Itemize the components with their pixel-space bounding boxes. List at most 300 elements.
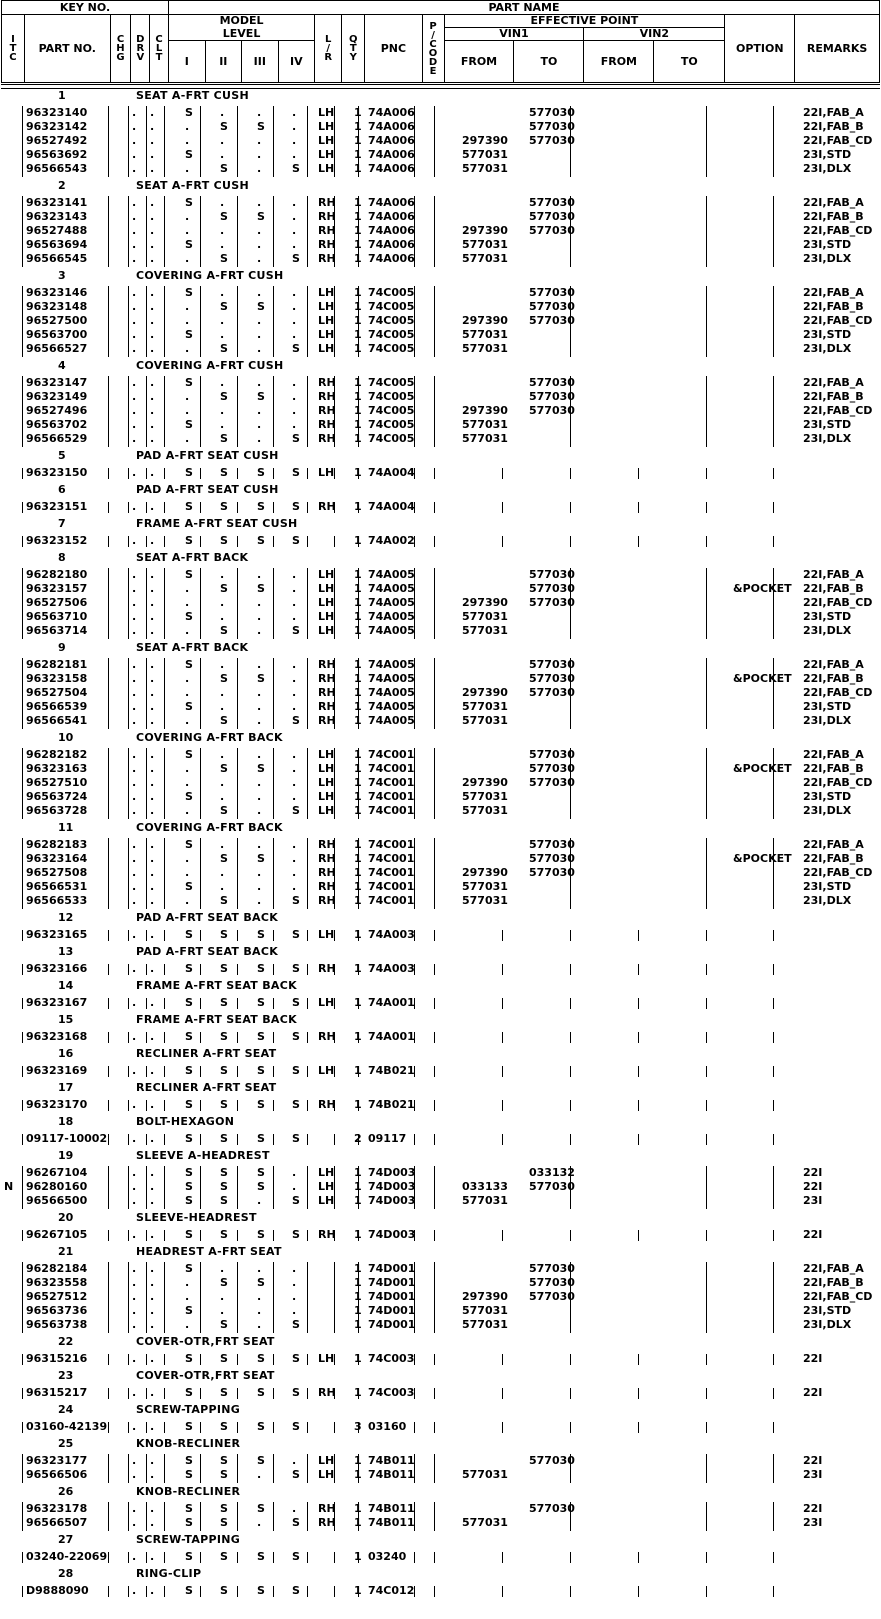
- level-2-cell: .: [220, 314, 225, 327]
- remarks-cell: 23I,STD: [803, 1304, 852, 1317]
- column-rule: [164, 1586, 165, 1597]
- pnc-cell: 74C005: [368, 314, 415, 327]
- level-2-cell: S: [220, 624, 228, 637]
- column-rule: [358, 196, 359, 267]
- pnc-cell: 74B011: [368, 1502, 415, 1515]
- key-number: 12: [58, 911, 74, 924]
- level-3-cell: .: [257, 1516, 262, 1529]
- pnc-cell: 74A005: [368, 672, 415, 685]
- column-rule: [358, 536, 359, 547]
- remarks-cell: 22I,FAB_A: [803, 286, 864, 299]
- qty-cell: 1: [354, 1584, 362, 1597]
- lr-cell: RH: [318, 852, 336, 865]
- level-1-cell: S: [185, 568, 193, 581]
- column-rule: [638, 964, 639, 975]
- effective-point-header: EFFECTIVE POINT: [444, 15, 725, 28]
- column-rule: [307, 964, 308, 975]
- level-4-cell: S: [292, 1098, 300, 1111]
- column-rule: [638, 502, 639, 513]
- remarks-cell: 23I,STD: [803, 700, 852, 713]
- level-1-cell: S: [185, 880, 193, 893]
- column-rule: [273, 1354, 274, 1365]
- column-rule: [773, 658, 774, 729]
- column-rule: [22, 1388, 23, 1399]
- part-name: KNOB-RECLINER: [136, 1485, 241, 1498]
- key-number: 3: [58, 269, 66, 282]
- column-rule: [164, 376, 165, 447]
- column-rule: [434, 1552, 435, 1563]
- pnc-cell: 74B021: [368, 1064, 415, 1077]
- vin1-from-cell: 577031: [462, 148, 508, 161]
- column-rule: [307, 998, 308, 1009]
- table-row: [0, 672, 881, 686]
- column-rule: [200, 1552, 201, 1563]
- table-row: [0, 838, 881, 852]
- column-rule: [237, 1166, 238, 1209]
- column-rule: [358, 376, 359, 447]
- lr-cell: RH: [318, 238, 336, 251]
- qty-cell: 1: [354, 748, 362, 761]
- part-number: 96566529: [26, 432, 88, 445]
- column-rule: [22, 964, 23, 975]
- level-4-cell: .: [292, 210, 297, 223]
- column-rule: [358, 1134, 359, 1145]
- part-number: 96563738: [26, 1318, 88, 1331]
- level-1-cell: S: [185, 1386, 193, 1399]
- table-row: [0, 686, 881, 700]
- column-rule: [146, 1354, 147, 1365]
- column-rule: [108, 748, 109, 819]
- vin1-from-cell: 297390: [462, 404, 508, 417]
- level-4-cell: S: [292, 162, 300, 175]
- column-rule: [273, 1166, 274, 1209]
- part-name: SEAT A-FRT BACK: [136, 641, 249, 654]
- column-rule: [502, 1100, 503, 1111]
- qty-cell: 1: [354, 880, 362, 893]
- level-3-cell: S: [257, 1584, 265, 1597]
- lr-cell: RH: [318, 252, 336, 265]
- drv-cell: .: [132, 804, 137, 817]
- column-rule: [200, 536, 201, 547]
- pnc-cell: 74A006: [368, 238, 415, 251]
- column-rule: [164, 1032, 165, 1043]
- column-rule: [200, 568, 201, 639]
- part-group: [0, 483, 881, 517]
- level-2-cell: .: [220, 658, 225, 671]
- column-rule: [146, 106, 147, 177]
- vin1-to-cell: 577030: [529, 672, 575, 685]
- table-row: [0, 1166, 881, 1180]
- key-number: 14: [58, 979, 74, 992]
- part-number: 96563694: [26, 238, 88, 251]
- part-name: SEAT A-FRT CUSH: [136, 179, 249, 192]
- column-rule: [22, 1134, 23, 1145]
- clt-cell: .: [150, 672, 155, 685]
- level-2-cell: .: [220, 418, 225, 431]
- qty-cell: 1: [354, 610, 362, 623]
- level-1-cell: .: [185, 314, 190, 327]
- level-1-cell: .: [185, 300, 190, 313]
- column-rule: [22, 1100, 23, 1111]
- key-number: 5: [58, 449, 66, 462]
- column-rule: [200, 1134, 201, 1145]
- column-rule: [358, 1454, 359, 1483]
- column-rule: [334, 1422, 335, 1433]
- column-rule: [200, 502, 201, 513]
- column-rule: [434, 1032, 435, 1043]
- part-group: [0, 1081, 881, 1115]
- column-rule: [108, 568, 109, 639]
- column-rule: [307, 748, 308, 819]
- level-3-cell: .: [257, 432, 262, 445]
- clt-cell: .: [150, 1386, 155, 1399]
- column-rule: [358, 1552, 359, 1563]
- qty-cell: 1: [354, 838, 362, 851]
- level-3-cell: .: [257, 624, 262, 637]
- part-number: 96323143: [26, 210, 88, 223]
- column-rule: [237, 1262, 238, 1333]
- column-rule: [108, 1454, 109, 1483]
- level-4-cell: .: [292, 880, 297, 893]
- column-rule: [414, 1454, 415, 1483]
- vin2-to-header: TO: [654, 41, 725, 83]
- qty-cell: 1: [354, 1468, 362, 1481]
- column-rule: [200, 838, 201, 909]
- column-rule: [638, 930, 639, 941]
- clt-cell: .: [150, 880, 155, 893]
- clt-cell: .: [150, 1290, 155, 1303]
- drv-cell: .: [132, 210, 137, 223]
- column-rule: [22, 1552, 23, 1563]
- clt-cell: .: [150, 1454, 155, 1467]
- model-header: MODEL: [168, 15, 314, 28]
- column-rule: [358, 1502, 359, 1531]
- column-rule: [146, 196, 147, 267]
- vin1-from-cell: 577031: [462, 894, 508, 907]
- qty-cell: 1: [354, 314, 362, 327]
- level-2-cell: S: [220, 996, 228, 1009]
- level-4-header: IV: [278, 41, 315, 83]
- column-rule: [108, 196, 109, 267]
- column-rule: [273, 658, 274, 729]
- level-2-cell: S: [220, 1584, 228, 1597]
- clt-cell: .: [150, 1584, 155, 1597]
- table-row: [0, 1454, 881, 1468]
- vin1-to-cell: 577030: [529, 286, 575, 299]
- level-3-header: III: [242, 41, 279, 83]
- part-number: 96527506: [26, 596, 88, 609]
- column-rule: [108, 998, 109, 1009]
- level-1-cell: .: [185, 252, 190, 265]
- lr-cell: LH: [318, 582, 335, 595]
- table-row: [0, 1420, 881, 1434]
- level-3-cell: .: [257, 238, 262, 251]
- vin1-to-cell: 577030: [529, 1454, 575, 1467]
- column-rule: [237, 1586, 238, 1597]
- remarks-cell: 22I: [803, 1180, 823, 1193]
- column-rule: [146, 1230, 147, 1241]
- vin1-from-cell: 577031: [462, 1468, 508, 1481]
- level-3-cell: S: [257, 1132, 265, 1145]
- column-rule: [128, 1454, 129, 1483]
- column-rule: [273, 998, 274, 1009]
- level-4-cell: S: [292, 534, 300, 547]
- column-rule: [128, 838, 129, 909]
- lr-cell: LH: [318, 596, 335, 609]
- level-4-cell: S: [292, 1516, 300, 1529]
- column-rule: [146, 748, 147, 819]
- column-rule: [570, 1454, 571, 1483]
- level-3-cell: .: [257, 700, 262, 713]
- column-rule: [414, 468, 415, 479]
- vin1-to-cell: 577030: [529, 596, 575, 609]
- clt-cell: .: [150, 748, 155, 761]
- lr-cell: LH: [318, 342, 335, 355]
- lr-cell: LH: [318, 286, 335, 299]
- lr-cell: RH: [318, 196, 336, 209]
- part-number: 96323151: [26, 500, 88, 513]
- qty-cell: 1: [354, 1228, 362, 1241]
- level-2-cell: .: [220, 790, 225, 803]
- part-group: [0, 731, 881, 821]
- qty-header: Q T Y: [342, 15, 365, 83]
- part-group: [0, 1437, 881, 1485]
- column-rule: [570, 1066, 571, 1077]
- column-rule: [200, 1066, 201, 1077]
- option-cell: &POCKET: [733, 852, 792, 865]
- pnc-cell: 74A006: [368, 252, 415, 265]
- level-1-cell: S: [185, 500, 193, 513]
- column-rule: [307, 502, 308, 513]
- level-3-cell: S: [257, 120, 265, 133]
- column-rule: [570, 658, 571, 729]
- level-1-cell: S: [185, 1180, 193, 1193]
- clt-cell: .: [150, 928, 155, 941]
- column-rule: [414, 1388, 415, 1399]
- clt-cell: .: [150, 404, 155, 417]
- table-row: [0, 1318, 881, 1332]
- drv-cell: .: [132, 418, 137, 431]
- chg-header: C H G: [110, 15, 131, 83]
- column-rule: [22, 568, 23, 639]
- remarks-cell: 23I,DLX: [803, 252, 852, 265]
- level-1-cell: S: [185, 1420, 193, 1433]
- column-rule: [434, 930, 435, 941]
- column-rule: [773, 1354, 774, 1365]
- pnc-cell: 74A005: [368, 714, 415, 727]
- level-3-cell: S: [257, 1064, 265, 1077]
- level-2-cell: .: [220, 404, 225, 417]
- column-rule: [570, 502, 571, 513]
- table-row: [0, 1550, 881, 1564]
- lr-cell: RH: [318, 500, 336, 513]
- drv-cell: .: [132, 672, 137, 685]
- drv-cell: .: [132, 1262, 137, 1275]
- column-rule: [237, 286, 238, 357]
- part-group: [0, 641, 881, 731]
- level-1-cell: .: [185, 162, 190, 175]
- clt-cell: .: [150, 1166, 155, 1179]
- column-rule: [334, 748, 335, 819]
- clt-cell: .: [150, 1550, 155, 1563]
- qty-cell: 1: [354, 624, 362, 637]
- drv-cell: .: [132, 748, 137, 761]
- level-1-cell: .: [185, 776, 190, 789]
- column-rule: [773, 1100, 774, 1111]
- column-rule: [434, 998, 435, 1009]
- part-number: 96563736: [26, 1304, 88, 1317]
- column-rule: [22, 106, 23, 177]
- column-rule: [334, 1388, 335, 1399]
- pnc-cell: 74A004: [368, 466, 415, 479]
- column-rule: [128, 1230, 129, 1241]
- qty-cell: 1: [354, 776, 362, 789]
- column-rule: [334, 930, 335, 941]
- level-3-cell: .: [257, 286, 262, 299]
- table-row: [0, 928, 881, 942]
- column-rule: [237, 1502, 238, 1531]
- remarks-cell: 23I,DLX: [803, 804, 852, 817]
- column-rule: [200, 1502, 201, 1531]
- column-rule: [200, 748, 201, 819]
- part-number: 96282183: [26, 838, 88, 851]
- column-rule: [164, 658, 165, 729]
- level-4-cell: S: [292, 962, 300, 975]
- part-number: 96323165: [26, 928, 88, 941]
- part-name: COVERING A-FRT CUSH: [136, 359, 284, 372]
- pnc-cell: 74C005: [368, 432, 415, 445]
- column-rule: [706, 1586, 707, 1597]
- drv-cell: .: [132, 1304, 137, 1317]
- part-number: 96527492: [26, 134, 88, 147]
- vin1-to-cell: 577030: [529, 224, 575, 237]
- vin1-to-cell: 577030: [529, 852, 575, 865]
- remarks-cell: 23I,STD: [803, 610, 852, 623]
- lr-cell: LH: [318, 162, 335, 175]
- column-rule: [358, 964, 359, 975]
- clt-cell: .: [150, 196, 155, 209]
- column-rule: [108, 1134, 109, 1145]
- column-rule: [307, 1388, 308, 1399]
- level-2-cell: S: [220, 1132, 228, 1145]
- vin1-from-cell: 297390: [462, 224, 508, 237]
- column-rule: [273, 376, 274, 447]
- column-rule: [273, 1032, 274, 1043]
- level-1-cell: .: [185, 686, 190, 699]
- level-4-cell: .: [292, 790, 297, 803]
- level-2-cell: S: [220, 852, 228, 865]
- part-number: 96323167: [26, 996, 88, 1009]
- column-rule: [108, 1586, 109, 1597]
- column-rule: [434, 748, 435, 819]
- column-rule: [22, 1502, 23, 1531]
- vin1-to-cell: 577030: [529, 404, 575, 417]
- column-rule: [307, 1586, 308, 1597]
- vin1-to-cell: 577030: [529, 134, 575, 147]
- option-cell: &POCKET: [733, 762, 792, 775]
- column-rule: [358, 1066, 359, 1077]
- level-4-cell: .: [292, 776, 297, 789]
- level-2-cell: S: [220, 894, 228, 907]
- clt-cell: .: [150, 1352, 155, 1365]
- column-rule: [502, 502, 503, 513]
- vin1-from-cell: 577031: [462, 432, 508, 445]
- pnc-cell: 74D001: [368, 1318, 416, 1331]
- clt-cell: .: [150, 582, 155, 595]
- column-rule: [146, 930, 147, 941]
- qty-cell: 1: [354, 390, 362, 403]
- column-rule: [307, 1032, 308, 1043]
- level-4-cell: .: [292, 1290, 297, 1303]
- column-rule: [237, 658, 238, 729]
- clt-cell: .: [150, 714, 155, 727]
- drv-cell: .: [132, 1318, 137, 1331]
- column-rule: [638, 1388, 639, 1399]
- column-rule: [22, 1230, 23, 1241]
- part-number: 96315216: [26, 1352, 88, 1365]
- column-rule: [307, 196, 308, 267]
- column-rule: [414, 568, 415, 639]
- key-no-header: KEY NO.: [2, 1, 169, 15]
- clt-cell: .: [150, 300, 155, 313]
- part-number: 96566543: [26, 162, 88, 175]
- part-number: 96323163: [26, 762, 88, 775]
- column-rule: [273, 468, 274, 479]
- key-number: 1: [58, 89, 66, 102]
- column-rule: [273, 1502, 274, 1531]
- column-rule: [773, 1586, 774, 1597]
- column-rule: [164, 1388, 165, 1399]
- column-rule: [146, 964, 147, 975]
- part-number: 96527512: [26, 1290, 88, 1303]
- column-rule: [307, 1100, 308, 1111]
- column-rule: [108, 1100, 109, 1111]
- column-rule: [414, 1230, 415, 1241]
- level-3-cell: S: [257, 1550, 265, 1563]
- vin1-from-cell: 577031: [462, 252, 508, 265]
- column-rule: [570, 748, 571, 819]
- table-row: [0, 568, 881, 582]
- level-1-cell: .: [185, 894, 190, 907]
- column-rule: [307, 1230, 308, 1241]
- vin1-from-cell: 297390: [462, 596, 508, 609]
- column-rule: [358, 502, 359, 513]
- drv-cell: .: [132, 610, 137, 623]
- table-row: [0, 120, 881, 134]
- qty-cell: 1: [354, 866, 362, 879]
- table-row: [0, 582, 881, 596]
- pnc-cell: 74A001: [368, 996, 415, 1009]
- drv-cell: .: [132, 1166, 137, 1179]
- part-number: 96527504: [26, 686, 88, 699]
- table-row: [0, 1584, 881, 1598]
- column-rule: [706, 1066, 707, 1077]
- drv-cell: .: [132, 1276, 137, 1289]
- lr-cell: LH: [318, 1352, 335, 1365]
- drv-cell: .: [132, 162, 137, 175]
- level-4-cell: .: [292, 610, 297, 623]
- table-row: [0, 134, 881, 148]
- column-rule: [146, 1552, 147, 1563]
- clt-cell: .: [150, 1420, 155, 1433]
- lr-cell: RH: [318, 894, 336, 907]
- clt-cell: .: [150, 328, 155, 341]
- qty-cell: 1: [354, 1276, 362, 1289]
- column-rule: [773, 838, 774, 909]
- pnc-cell: 74A003: [368, 928, 415, 941]
- column-rule: [22, 998, 23, 1009]
- column-rule: [108, 1354, 109, 1365]
